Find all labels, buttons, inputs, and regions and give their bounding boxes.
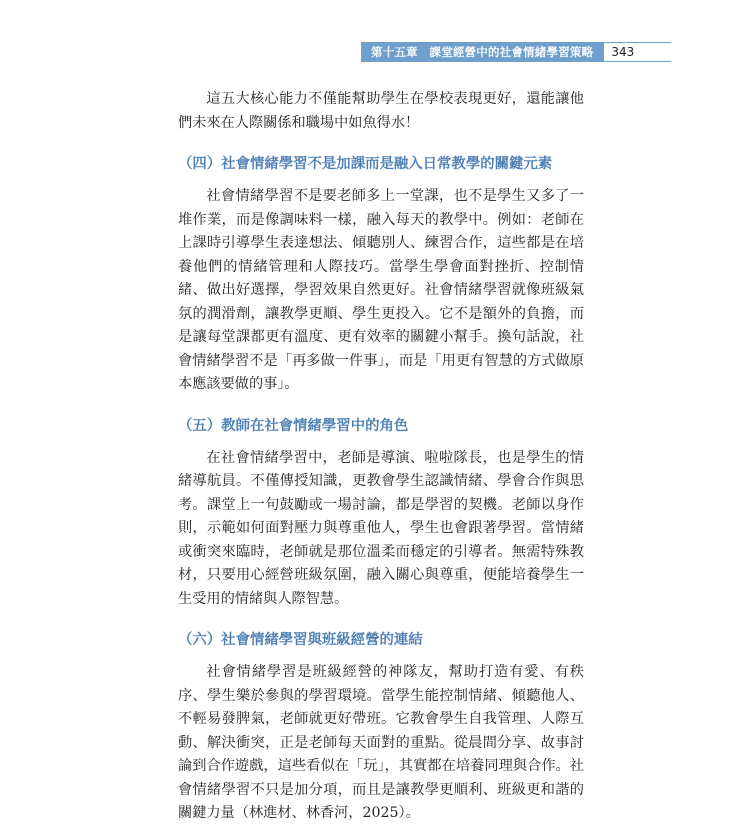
section-heading-5: （五）教師在社會情緒學習中的角色 <box>178 417 409 434</box>
intro-paragraph: 這五大核心能力不僅能幫助學生在學校表現更好，還能讓他們未來在人際關係和職場中如魚得水！ <box>178 91 584 131</box>
section-heading-4: （四）社會情緒學習不是加課而是融入日常教學的關鍵元素 <box>178 156 553 172</box>
page-content <box>178 88 584 826</box>
page-header <box>361 42 671 62</box>
section-heading-6: （六）社會情緒學習與班級經營的連結 <box>178 632 423 648</box>
chapter-title-banner: 第十五章 課堂經營中的社會情緒學習策略 <box>361 42 601 62</box>
section-paragraph-5: 在社會情緒學習中，老師是導演、啦啦隊長，也是學生的情緒導航員。不僅傳授知識，更教會學生認識情緒、學會合作與思考。課堂上一句鼓勵或一場討論，都是學習的契機。老師以身作則，示範如何面對壓力與尊重他人，學生也會跟著學習。當情緒或衝突來臨時，老師就是那位溫柔而穩定的引導者。無需特殊教材，只要用心經營班級氛圍，融入關心與尊重，便能培養學生一生受用的情緒與人際智慧。 <box>178 449 584 607</box>
section-paragraph-4: 社會情緒學習不是要老師多上一堂課，也不是學生又多了一堆作業，而是像調味料一樣，融入每天的教學中。例如：老師在上課時引導學生表達想法、傾聽別人、練習合作，這些都是在培養他們的情緒管理和人際技巧。當學生學會面對挫折、控制情緒、做出好選擇，學習效果自然更好。社會情緒學習就像班級氣氛的潤滑劑，讓教學更順、學生更投入。它不是額外的負擔，而是讓每堂課都更有溫度、更有效率的關鍵小幫手。換句話說，社會情緒學習不是「再多做一件事」，而是「用更有智慧的方式做原本應該要做的事」。 <box>178 188 584 392</box>
page-number: 343 <box>601 42 671 62</box>
section-paragraph-6: 社會情緒學習是班級經營的神隊友，幫助打造有愛、有秩序、學生樂於參與的學習環境。當學生能控制情緒、傾聽他人、不輕易發脾氣，老師就更好帶班。它教會學生自我管理、人際互動、解決衝突，正是老師每天面對的重點。從晨間分享、故事討論到合作遊戲，這些看似在「玩」，其實都在培養同理與合作。社會情緒學習不只是加分項，而且是讓教學更順利、班級更和諧的關鍵力量（林進材、林香河，2025）。 <box>178 664 584 821</box>
